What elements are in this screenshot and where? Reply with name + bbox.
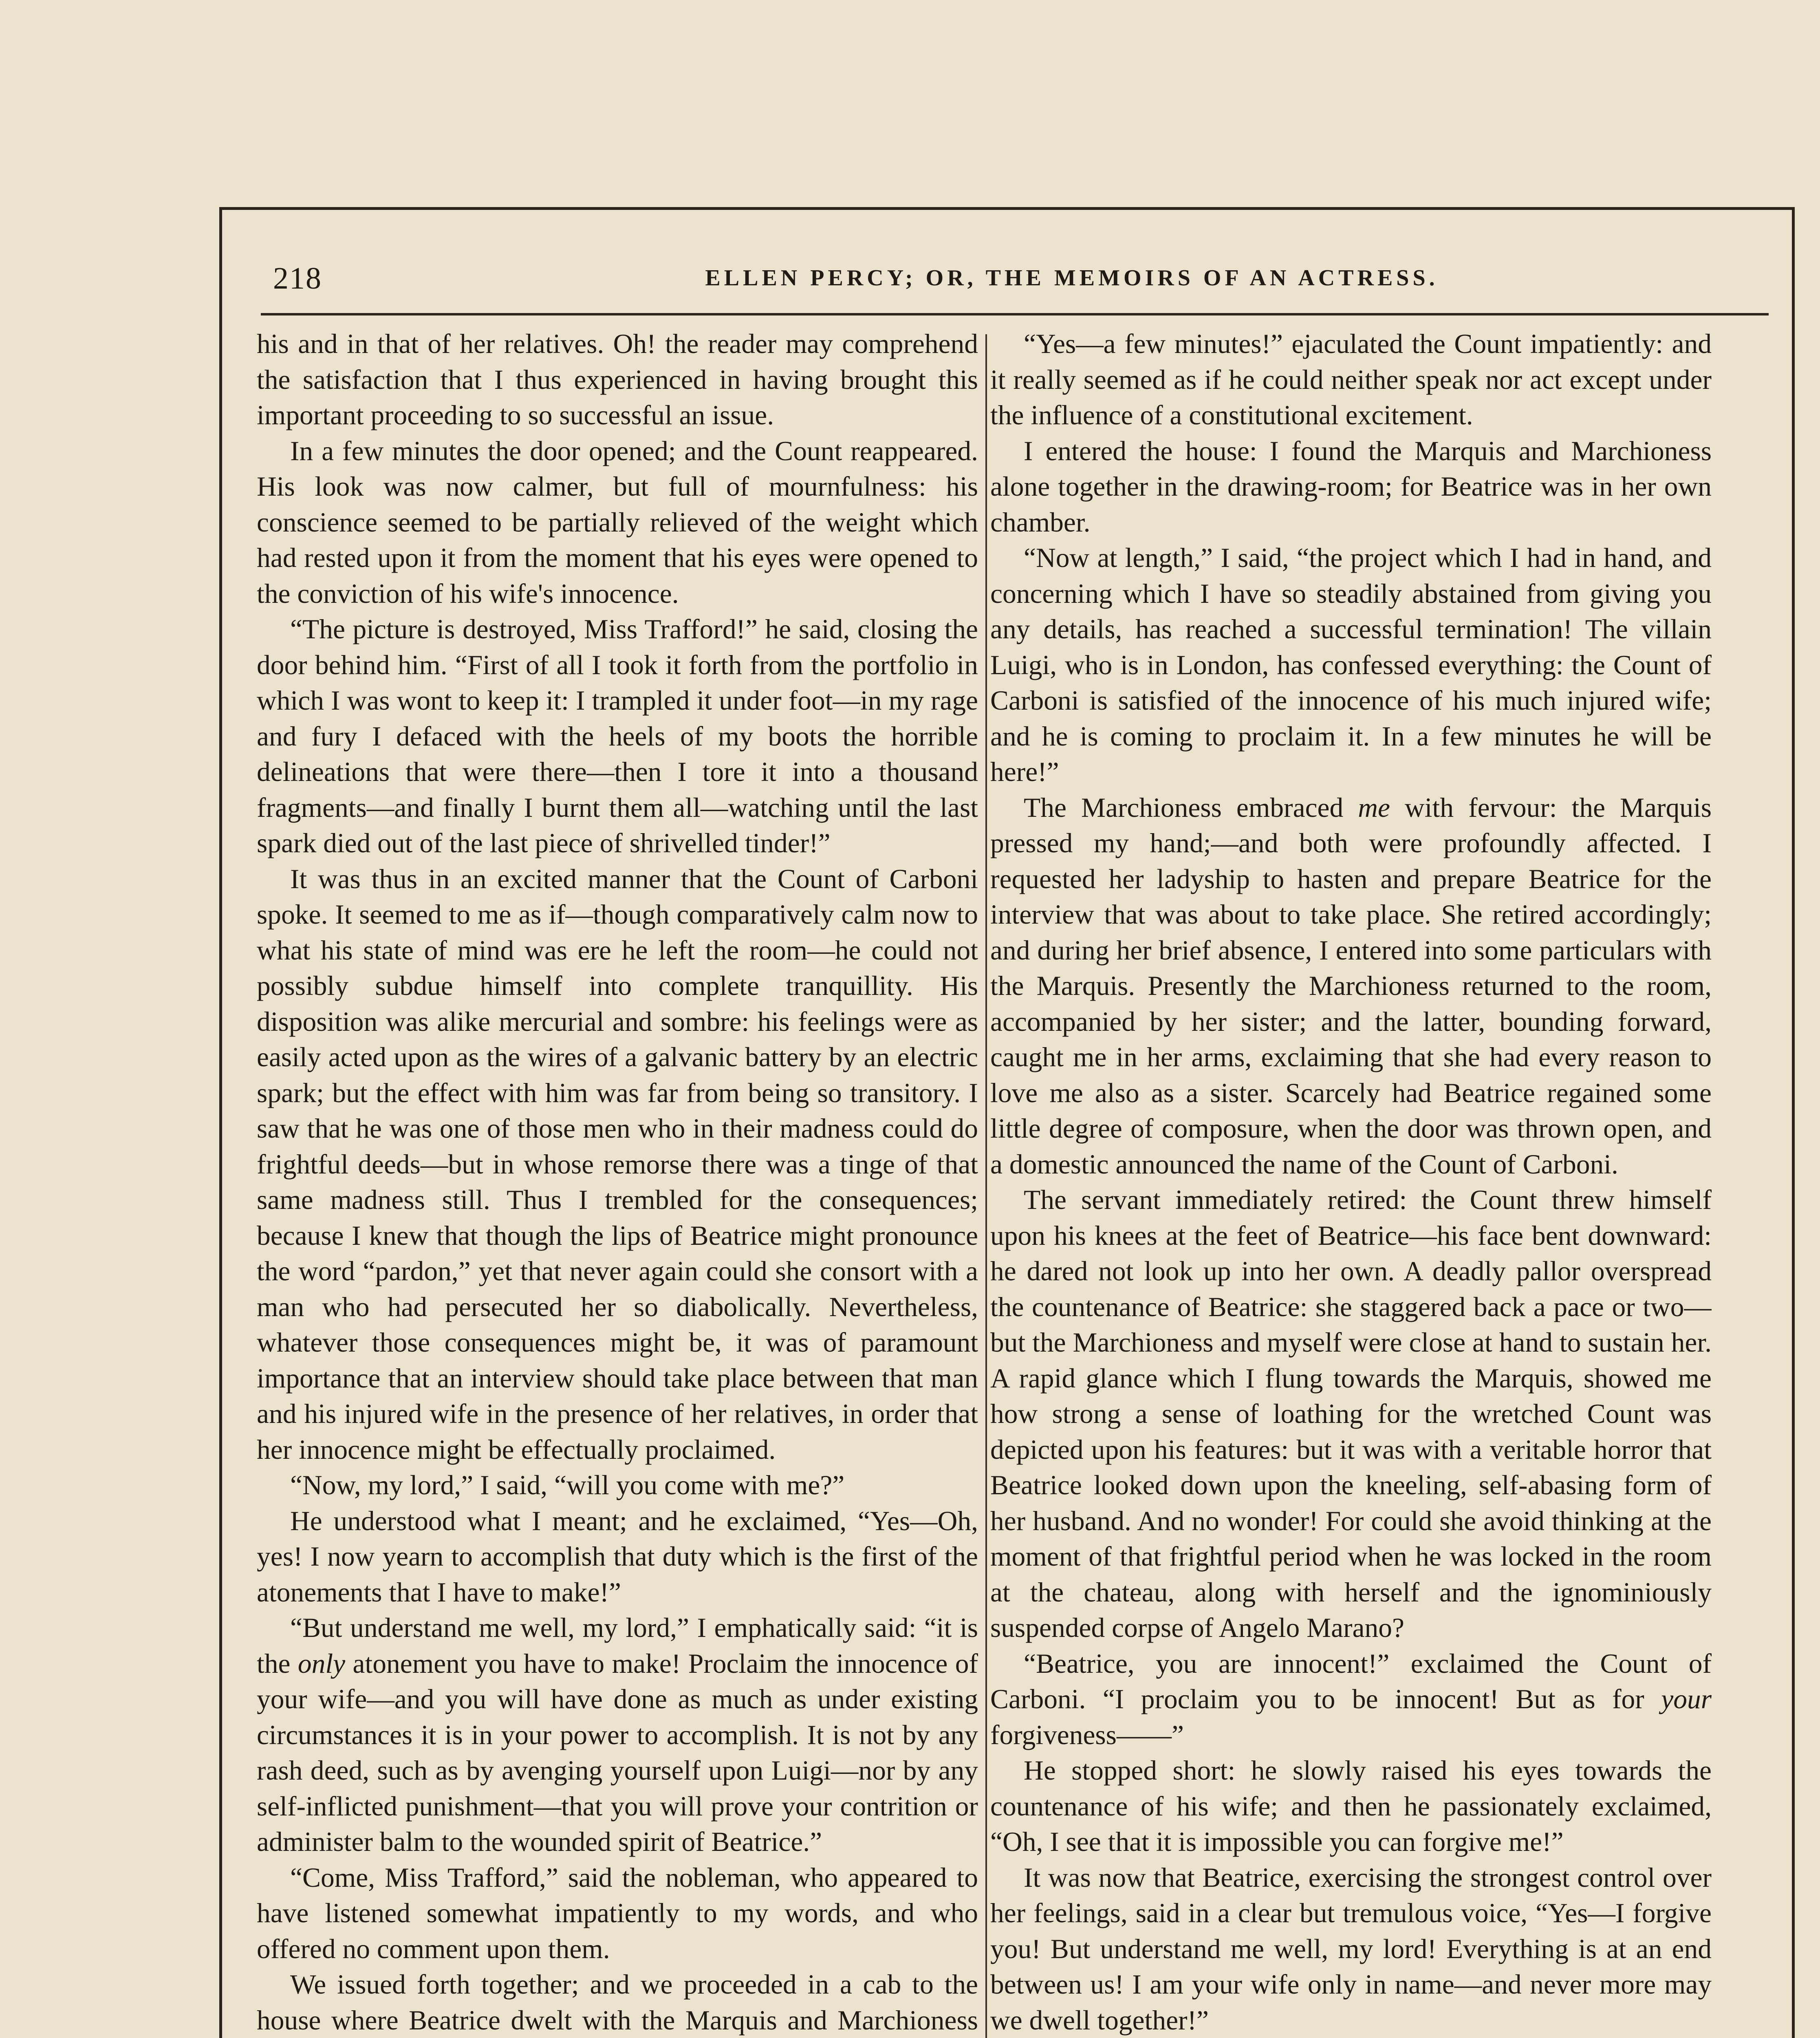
- paragraph: He understood what I meant; and he exclaimed, “Yes—Oh, yes! I now yearn to accomplish that duty which is the first of the atonements that I have to make!”: [257, 1505, 978, 1608]
- left-column: [257, 326, 978, 2038]
- paragraph: The Marchioness embraced me with fervour: the Marquis pressed my hand;—and both were profoundly affected. I requested her ladyship to hasten and prepare Beatrice for the interview that was about to take place. She retired accordingly; and during her brief absence, I entered into some particulars with the Marquis. Presently the Marchioness returned to the room, accompanied by her sister; and the latter, bounding forward, caught me in her arms, exclaiming that she had every reason to love me also as a sister. Scarcely had Beatrice regained some little degree of composure, when the door was thrown open, and a domestic announced the name of the Count of Carboni.: [990, 792, 1712, 1180]
- paragraph: It was now that Beatrice, exercising the strongest control over her feelings, said in a clear but tremulous voice, “Yes—I forgive you! But understand me well, my lord! Everything is at an end between us! I am your wife only in name—and never more may we dwell together!”: [990, 1862, 1712, 2036]
- paragraph: We issued forth together; and we proceeded in a cab to the house where Beatrice dwelt with the Marquis and Marchioness: [257, 1969, 978, 2036]
- running-title: ELLEN PERCY; OR, THE MEMOIRS OF AN ACTRESS.: [705, 265, 1439, 291]
- paragraph: I entered the house: I found the Marquis and Marchioness alone together in the drawing-room; for Beatrice was in her own chamber.: [990, 435, 1712, 538]
- paragraph: “Yes—a few minutes!” ejaculated the Count impatiently: and it really seemed as if he could neither speak nor act except under the influence of a constitutional excitement.: [990, 329, 1712, 430]
- emphasis: me: [1358, 792, 1390, 823]
- paragraph: “Now, my lord,” I said, “will you come with me?”: [290, 1470, 845, 1500]
- paragraph: “Beatrice, you are innocent!” exclaimed the Count of Carboni. “I proclaim you to be innocent! But as for your forgiveness——”: [990, 1648, 1712, 1750]
- paragraph: The servant immediately retired: the Count threw himself upon his knees at the feet of Beatrice—his face bent downward: he dared not look up into her own. A deadly pallor overspread the countenance of Beatrice: she staggered back a pace or two—but the Marchioness and myself were close at hand to sustain her. A rapid glance which I flung towards the Marquis, showed me how strong a sense of loathing for the wretched Count was depicted upon his features: but it was with a veritable horror that Beatrice looked down upon the kneeling, self-abasing form of her husband. And no wonder! For could she avoid thinking at the moment of that frightful period when he was locked in the room at the chateau, along with herself and the ignominiously suspended corpse of Angelo Marano?: [990, 1184, 1712, 1643]
- paragraph: “But understand me well, my lord,” I emphatically said: “it is the only atonement you have to make! Proclaim the innocence of your wife—and you will have done as much as under existing circumstances it is in your power to accomplish. It is not by any rash deed, such as by avenging yourself upon Luigi—nor by any self-inflicted punishment—that you will prove your contrition or administer balm to the wounded spirit of Beatrice.”: [257, 1612, 978, 1857]
- paragraph: his and in that of her relatives. Oh! the reader may comprehend the satisfaction that I thus experienced in having brought this important proceeding to so successful an issue.: [257, 329, 978, 430]
- emphasis: your: [1661, 1684, 1712, 1714]
- column-divider: [985, 334, 987, 2038]
- paragraph: In a few minutes the door opened; and the Count reappeared. His look was now calmer, but full of mournfulness: his conscience seemed to be partially relieved of the weight which had rested upon it from the moment that his eyes were opened to the conviction of his wife's innocence.: [257, 435, 978, 609]
- paragraph: He stopped short: he slowly raised his eyes towards the countenance of his wife; and then he passionately exclaimed, “Oh, I see that it is impossible you can forgive me!”: [990, 1755, 1712, 1857]
- right-column: [990, 326, 1712, 2038]
- header-rule: [261, 313, 1769, 315]
- page-number: 218: [273, 261, 322, 296]
- page-header: [273, 249, 1765, 306]
- paragraph: “Now at length,” I said, “the project which I had in hand, and concerning which I have so steadily abstained from giving you any details, has reached a successful termination! The villain Luigi, who is in London, has confessed everything: the Count of Carboni is satisfied of the innocence of his much injured wife; and he is coming to proclaim it. In a few minutes he will be here!”: [990, 543, 1712, 787]
- paragraph: “Come, Miss Trafford,” said the nobleman, who appeared to have listened somewhat impatiently to my words, and who offered no comment upon them.: [257, 1862, 978, 1964]
- paragraph: It was thus in an excited manner that the Count of Carboni spoke. It seemed to me as if—though comparatively calm now to what his state of mind was ere he left the room—he could not possibly subdue himself into complete tranquillity. His disposition was alike mercurial and sombre: his feelings were as easily acted upon as the wires of a galvanic battery by an electric spark; but the effect with him was far from being so transitory. I saw that he was one of those men who in their madness could do frightful deeds—but in whose remorse there was a tinge of that same madness still. Thus I trembled for the consequences; because I knew that though the lips of Beatrice might pronounce the word “pardon,” yet that never again could she consort with a man who had persecuted her so diabolically. Nevertheless, whatever those consequences might be, it was of paramount importance that an interview should take place between that man and his injured wife in the presence of her relatives, in order that her innocence might be effectually proclaimed.: [257, 863, 978, 1465]
- paragraph: “The picture is destroyed, Miss Trafford!” he said, closing the door behind him. “First of all I took it forth from the portfolio in which I was wont to keep it: I trampled it under foot—in my rage and fury I defaced with the heels of my boots the horrible delineations that were there—then I tore it into a thousand fragments—and finally I burnt them all—watching until the last spark died out of the last piece of shrivelled tinder!”: [257, 614, 978, 858]
- emphasis: only: [297, 1648, 346, 1679]
